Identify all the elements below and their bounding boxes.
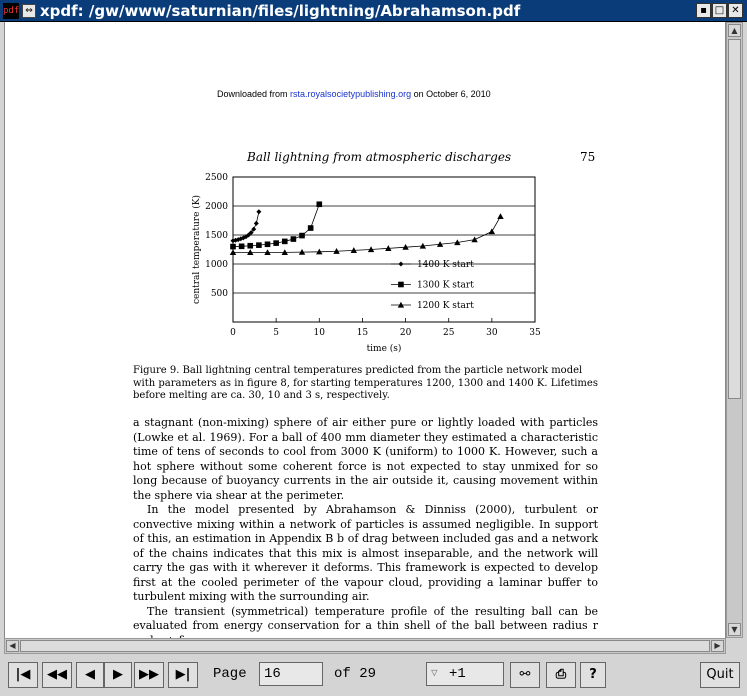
legend-label: 1400 K start: [416, 260, 474, 270]
series-line: [233, 216, 500, 252]
data-point: [497, 213, 503, 219]
temperature-chart: [181, 170, 551, 362]
help-button[interactable]: ?: [580, 662, 606, 688]
toolbar: [0, 656, 747, 696]
pdf-app-icon[interactable]: pdf: [3, 3, 19, 19]
legend-marker: [398, 282, 404, 288]
y-tick-label: 2000: [205, 202, 228, 212]
print-button[interactable]: [546, 662, 576, 688]
find-button[interactable]: [510, 662, 540, 688]
zoom-value: +1: [449, 666, 466, 682]
y-axis-label: central temperature (K): [192, 194, 202, 305]
horizontal-scrollbar[interactable]: [4, 638, 726, 654]
forward-ten-pages-button[interactable]: ▶▶: [134, 662, 164, 688]
x-axis-label: time (s): [366, 344, 402, 354]
data-point: [291, 236, 297, 242]
vertical-scroll-thumb[interactable]: [728, 39, 741, 399]
vertical-scrollbar[interactable]: [726, 22, 743, 638]
page-label: Page: [213, 666, 247, 682]
x-tick-label: 10: [313, 328, 326, 338]
x-tick-label: 0: [230, 328, 236, 338]
zoom-dropdown-icon[interactable]: ▽: [431, 668, 438, 680]
y-tick-label: 2500: [205, 173, 228, 183]
page-count-label: of 29: [334, 666, 377, 682]
paragraph: In the model presented by Abrahamson & Dinniss (2000), turbulent or convective mixing within a network of particles is assumed negligible. In support of this, an estimation in Appendix B b of drag between included gas and a network of the chains indicates that this mix is almost inseparable, and the network will carry the gas with it wherever it deforms. This framework is expected to develop first at the cooled perimeter of the vapour cloud, providing a laminar buffer to turbulent mixing with the surrounding air.: [133, 503, 598, 603]
y-tick-label: 1000: [205, 260, 228, 270]
series-line: [233, 204, 319, 246]
body-text: [133, 416, 598, 648]
download-prefix: Downloaded from: [217, 89, 291, 99]
close-button[interactable]: ✕: [728, 3, 743, 18]
last-page-button[interactable]: ▶|: [168, 662, 198, 688]
data-point: [316, 201, 322, 207]
zoom-select[interactable]: [426, 662, 504, 686]
download-suffix: on October 6, 2010: [411, 89, 491, 99]
data-point: [282, 239, 288, 245]
data-point: [239, 244, 245, 250]
x-tick-label: 30: [486, 328, 498, 338]
printer-icon: ⎙: [555, 667, 567, 682]
paragraph: a stagnant (non-mixing) sphere of air either pure or lightly loaded with particles (Lowke et al. 1969). For a ball of 400 mm diameter they estimated a characteristic time of tens of seconds to cool from 3000 K (uniform) to 1000 K. However, such a hot sphere without some coherent force is not expected to stay unmixed for so long because of buoyancy currents in the air outside it, causing movement within the sphere via shear at the perimeter.: [133, 416, 598, 502]
previous-page-button[interactable]: ◀: [76, 662, 104, 688]
data-point: [230, 244, 236, 250]
legend-label: 1200 K start: [416, 301, 474, 311]
minimize-button[interactable]: ▪: [696, 3, 711, 18]
scroll-right-icon[interactable]: ▶: [711, 640, 724, 652]
data-point: [273, 240, 279, 246]
scroll-left-icon[interactable]: ◀: [6, 640, 19, 652]
scroll-up-icon[interactable]: ▲: [728, 24, 741, 37]
quit-button[interactable]: Quit: [700, 662, 740, 688]
legend-label: 1300 K start: [416, 280, 474, 291]
data-point: [471, 236, 477, 242]
data-point: [254, 221, 259, 226]
document-viewer[interactable]: [4, 22, 726, 638]
page-number-input[interactable]: 16: [259, 662, 323, 686]
data-point: [247, 243, 253, 249]
data-point: [265, 241, 271, 247]
data-point: [308, 225, 314, 231]
page-number: 75: [580, 150, 596, 164]
y-tick-label: 1500: [205, 231, 228, 241]
x-tick-label: 15: [356, 328, 369, 338]
y-tick-label: 500: [210, 289, 228, 299]
data-point: [256, 209, 261, 214]
legend-marker: [398, 262, 403, 267]
binoculars-icon: ⚯: [519, 667, 531, 682]
paragraph: The transient (symmetrical) temperature profile of the resulting ball can be evaluated from energy conservation for a thin shell of the ball between radius r: [133, 604, 598, 632]
first-page-button[interactable]: |◀: [8, 662, 38, 688]
data-point: [299, 233, 305, 239]
x-tick-label: 5: [273, 328, 280, 338]
window-title: xpdf: /gw/www/saturnian/files/lightning/Abrahamson.pdf: [40, 2, 521, 20]
next-page-button[interactable]: ▶: [104, 662, 132, 688]
download-source-link[interactable]: rsta.royalsocietypublishing.org: [290, 89, 412, 99]
data-point: [256, 242, 262, 248]
scroll-down-icon[interactable]: ▼: [728, 623, 741, 636]
x-tick-label: 25: [442, 328, 455, 338]
data-point: [489, 228, 495, 234]
window-menu-button[interactable]: ⇔: [22, 4, 36, 18]
title-bar: [0, 0, 747, 22]
figure-caption: Figure 9. Ball lightning central temperatures predicted from the particle network model with parameters as in figure 8, for starting temperatures 1200, 1300 and 1400 K. Lifetimes before melting are ca. 30, 10 and 3 s, respectively.: [133, 365, 598, 401]
download-notice: [217, 89, 491, 99]
plot-frame: [233, 177, 535, 322]
horizontal-scroll-thumb[interactable]: [20, 640, 710, 652]
running-head: Ball lightning from atmospheric discharges: [247, 150, 512, 164]
back-ten-pages-button[interactable]: ◀◀: [42, 662, 72, 688]
maximize-button[interactable]: □: [712, 3, 727, 18]
x-tick-label: 35: [529, 328, 541, 338]
x-tick-label: 20: [399, 328, 412, 338]
